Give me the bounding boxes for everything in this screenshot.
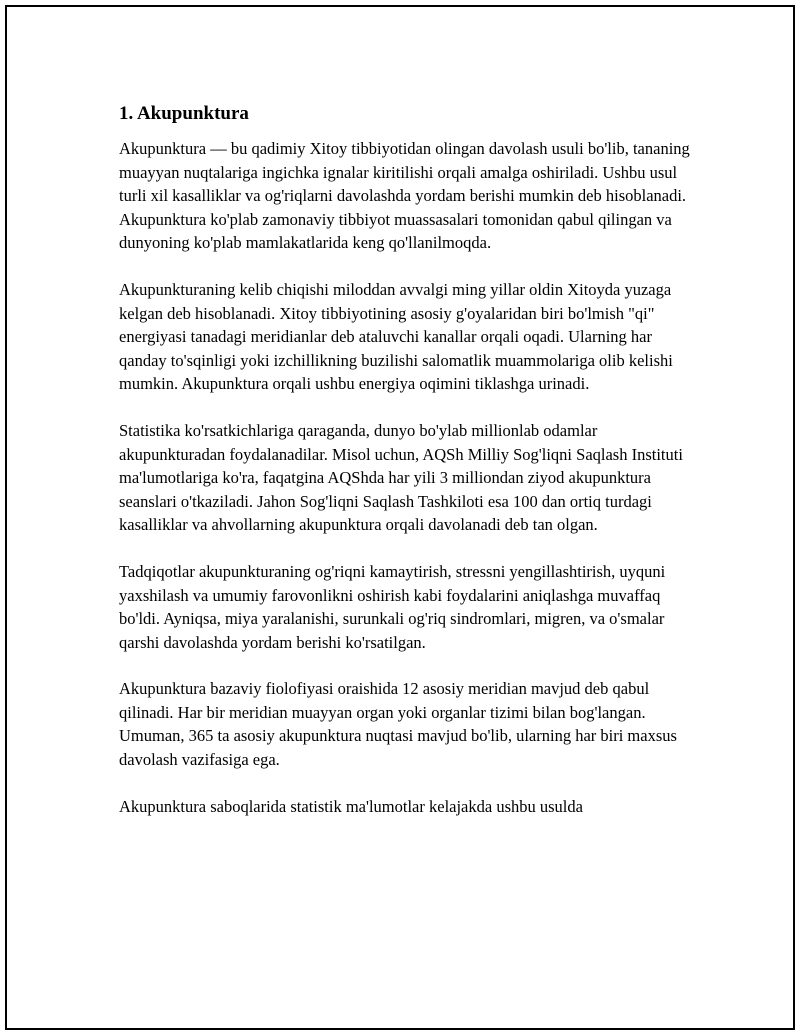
paragraph-future: Akupunktura saboqlarida statistik ma'lumotlar kelajakda ushbu usulda xyxy=(119,796,583,816)
page-frame xyxy=(5,5,795,1030)
paragraph-statistics: Statistika ko'rsatkichlariga qaraganda, dunyo bo'ylab millionlab odamlar akupunkturadan foydalanadilar. Misol uchun, AQSh Milliy Sog'liqni Saqlash Instituti ma'lumotlariga ko'ra, faqatgina AQShda har yili 3 milliondan ziyod akupunktura seanslari o'tkaziladi. Jahon Sog'liqni Saqlash Tashkiloti esa 100 dan ortiq turdagi kasalliklar va ahvollarning akupunktura orqali davolanadi deb tan olgan. xyxy=(119,420,683,535)
paragraph-introduction: Akupunktura — bu qadimiy Xitoy tibbiyotidan olingan davolash usuli bo'lib, tananing muayyan nuqtalariga ingichka ignalar kiritilishi orqali amalga oshiriladi. Ushbu usul turli xil kasalliklar va og'riqlarni davolashda yordam berishi mumkin deb hisoblanadi. Akupunktura ko'plab zamonaviy tibbiyot muassasalari tomonidan qabul qilingan va dunyoning ko'plab mamlakatlarida keng qo'llanilmoqda. xyxy=(119,139,690,253)
document-body xyxy=(119,101,699,841)
section-heading: 1. Akupunktura xyxy=(119,103,249,124)
paragraph-research: Tadqiqotlar akupunkturaning og'riqni kamaytirish, stressni yengillashtirish, uyquni yaxshilash va umumiy farovonlikni oshirish kabi foydalarini aniqlashga muvaffaq bo'ldi. Ayniqsa, miya yaralanishi, surunkali og'riq sindromlari, migren, va o'smalar qarshi davolashda yordam berishi ko'rsatilgan. xyxy=(119,561,666,652)
paragraph-origin: Akupunkturaning kelib chiqishi miloddan avvalgi ming yillar oldin Xitoyda yuzaga kelgan deb hisoblanadi. Xitoy tibbiyotining asosiy g'oyalaridan biri bo'lmish "qi" energiyasi tanadagi meridianlar deb ataluvchi kanallar orqali oqadi. Ularning har qanday to'sqinligi yoki izchillikning buzilishi salomatlik muammolariga olib kelishi mumkin. Akupunktura orqali ushbu energiya oqimini tiklashga urinadi. xyxy=(119,279,673,394)
paragraph-meridians: Akupunktura bazaviy fiolofiyasi oraishida 12 asosiy meridian mavjud deb qabul qilinadi. Har bir meridian muayyan organ yoki organlar tizimi bilan bog'langan. Umuman, 365 ta asosiy akupunktura nuqtasi mavjud bo'lib, ularning har biri maxsus davolash vazifasiga ega. xyxy=(119,679,677,770)
